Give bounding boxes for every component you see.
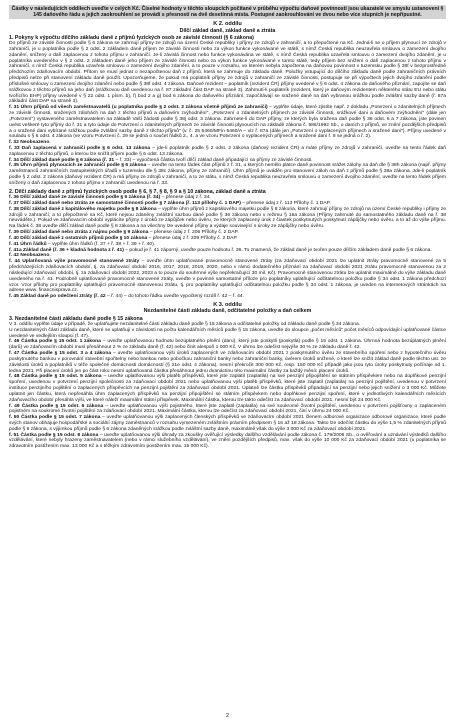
- section-2-title: K 2. oddílu: [213, 21, 242, 28]
- paragraph: f. 34 Dílčí základ daně podle § 6 zákona (ř. 31 – ř. 33) – vypočtená částka tvoří dílčí základ daně připadající na příjmy ze závislé činnosti.: [9, 157, 313, 163]
- paragraph: f. 44 Uplatňovaná výše pravomocně stanovené ztráty – uveďte úhrn uplatňované pravomocně stanovené ztráty (za zdaňovací období 2021 lze uplatnit ztráty pravomocně stanovené za 5 předcházejících zdaňovacích období, tj. za zdaňovací období 2016, 2017, 2018, 2019, 2020, nebo v rámci dodatečného přiznání za zdaňovací období 2021 ztrátu pravomocně stanovenou za 2 následující zdaňovací období, tj. za zdaňovací období 2022, 2023 a to pouze do souhrnné výše nepřekračující 30 mil. Kč). Pravomocně stanovenou ztrátu lze uplatnit maximálně do výše základu daně uvedeného na ř. 41. Podrobně uplatňované pravomocně stanovené ztráty, uveďte v povinné samostatné příloze pro poplatníky uplatňující odčitatelnou položku podle § 34 odst. 1 zákona předchozí vzor. Vzor přílohy pro poplatníky uplatňující pravomocně stanovenou ztrátu, tj. pro poplatníky uplatňující odčitatelnou položku podle § 34 odst. 1 zákona, je uveden na internetových stránkách na adrese www. financnisprava.cz.: [9, 259, 446, 294]
- paragraph: f. 51 Částka podle § 15 odst. 8 zákona – uveďte uplatňovanou výši úhrady za zkoušky ověřující výsledky dalšího vzdělávání podle zákona č. 179/2006 Sb., o ověřování a uznávání výsledků dalšího vzdělávání, které nebyly hrazeny zaměstnavatelem (nebo v rámci služebního vzdělávání), ve znění pozdějších předpisů, max. však do výše 10 000 Kč za zdaňovací období 2021 (u poplatníka se zdravotním postižením max. 13 000 Kč a s těžkým zdravotním postižením max. 15 000 Kč).: [9, 432, 447, 450]
- paragraph: f. 31 Úhrn příjmů od všech zaměstnavatelů (u poplatníka podle § 2 odst. 2 zákona včetně příjmů ze zahraničí) – vyplňte údaje, které zjistíte např. z dokladu „Potvrzení o zdanitelných příjmech ze závislé činnosti, sražených zálohách na daň z těchto příjmů a daňovém zvýhodnění", „Potvrzení o zdanitelných příjmech ze závislé činnosti, srážkové dani a daňovém zvýhodnění" (dále jen „Potvrzení") vystaveného zaměstnavatelem na základě Vaší žádosti podle § 38j odst. 3 zákona. Zahrnete-li do DAP příjmy, ze kterých byla sražena daň podle § 36 odst. 6 a 7 zákona, jste povinen uvést veškeré tyto příjmy do ř. 31 a tyto údaje do Potvrzení o zdanitelných příjmech ze závislé činnosti plynoucích na základě zákona č. 586/1992 Sb., o daních z příjmů, ve znění pozdějších předpisů a o sražené dani vybírané srážkou podle zvláštní sazby daně z těchto příjmů" (v. č. 25 5460/MFin 5460/A – viz ř. 87a (dále jen „Potvrzení o vyplacených příjmech a sražené dani"). Příjmy uvedené v souladu s § 6 odst. 4 zákona (ve vzoru Potvrzení č. 29 se jedná o součet řádků 2., 4. a ve vzoru Potvrzení o vyplacených příjmech a sražené dani ř. 8 se jedná o ř. 2).: [9, 105, 446, 140]
- paragraph: Do příjmů ze závislé činnosti podle § 6 zákona se zahrnují příjmy ze zdrojů na území České republiky i příjmy ze zdrojů v zahraničí, a to přepočtené na Kč. Jedná-li se o příjem plynoucí ze zdrojů v zahraničí, je u poplatníka podle § 2 odst. 2 základem daně příjem ze závislé činnosti nebo za výkon funkce vykonávané ve státě, s nímž Česká republika neuzavřela smlouvu o zamezení dvojího zdanění, snížený o daň zaplacenou z tohoto příjmu v zahraničí. Je-li závislá činnost nebo funkce vykonávána ve státě, s nímž Česká republika uzavřela smlouvu o zamezení dvojího zdanění, je u poplatníka uvedeného v § 2 odst. 2 základem daně jeho příjem ze závislé činnosti nebo za výkon funkce vykonávané v tomto státě, tedy příjem bez snížení o daň zaplacenou z tohoto příjmu v zahraničí, s nímž Česká republika uzavřela smlouvu o zamezení dvojího zdanění, a to pouze v rozsahu, ve kterém nebyla započtena na daňovou povinnost v tuzemsku podle § 38f v bezprostředně předchozím zdaňovacím období. Přitom se musí jednat o nezapočtenou daň z příjmů, která se zahrnuje do základu daně. Položky vstupující do dílčího základu daně podle zahraničních právních předpisů nelze při stanovení základu daně použít. Upozorňujeme, že pokud má poplatník příjmy ze zdrojů v zahraničí ze závislé činnosti, postupuje se při výpočtech jejich dvojího zdanění podle příslušné smlouvy o zamezení dvojího zdanění nebo podle § 38f odst. 4 zákona. Daňové rezident – poplatník (rezident ČR) příjmy uvedené v § 6 odst. 4 zákona do daňového přiznání, zapojíte se daň srážkovou z těchto příjmů na jeho daň (srážkovou daň uvedenou na ř. 87 základní část DAP na straně 3). Zahrnutí-li poplatník (rezident, který je daňovým rezidentem některého státu EU nebo státu tvořícího EHP) příjmy uvedené v § 22 odst. 1 písm. b), f) bod 2 a g) bod 6 zákona do daňového přiznání, započítávají se sražené daně na daň vybranou srážkou podle zvláštní sazby daně (ř. 87a základní část DAP na straně 3).: [9, 41, 446, 105]
- paragraph: f. 50 Částka podle § 15 odst. 7 zákona – uveďte uplatňovanou výši zaplacených členských příspěvků ve zdaňovacím období 2021 členem odborové organizace odborové organizace, které podle svých stanov obhajuje hospodářské a sociální zájmy zaměstnanců v rozsahu vymezeném zvláštním právním předpisem § 16 až 18 zákona. Takto lze odečíst částku do výše 1,5 % zdanitelných příjmů podle § 6 zákona, s výjimkou příjmů podle § 6 zákona zdaněných srážkou podle zvláštní sazby daně, maximálně však do výše 3 000 Kč za zdaňovací období 2021.: [9, 415, 446, 432]
- paragraph: U nezdanitelných částí základu daně, které se uplatňují v závislosti na počtu kalendářních měsíců podle § 15 zákona, uveďte do sloupce „počet měsíců" počet měsíců odpovídající uplatňované částce uvedené ve vedlejším sloupci (f. 47).: [9, 327, 446, 339]
- section-2-subtitle: Dílčí základ daně, základ daně a ztráta: [179, 27, 276, 34]
- paragraph: f. 39 Dílčí základ daně nebo ztráta z nájmu podle § 9 zákona – přenese údaj z ř. 206 Přílohy č. 2 DAP.: [9, 230, 239, 236]
- section-3-title: K 3. oddílu: [213, 302, 242, 308]
- paragraph: f. 40 Dílčí základ daně z ostatních příjmů podle § 10 zákona – přenese údaj z ř. 209 Přílohy č. 2 DAP.: [9, 235, 238, 241]
- paragraph: f. 37 Dílčí základ daně nebo ztráta ze samostatné činnosti podle § 7 zákona (ř. 113 přílohy č. 1 DAP) – přenese údaj z ř. 113 Přílohy č. 1 DAP.: [9, 200, 331, 206]
- paragraph: f. 35 Úhrn příjmů plynoucích ze zahraničí podle § 6 zákona – uveďte na tento řádek část příjmů z ř. 31, u kterých nemělo platce daně povinnost srážet zálohy na daň dle § 38h zákona (např. příjmy zaměstnanců zahraničních zastupitelských úřadů v tuzemsku dle § 38c zákona, příjmy ze zahraničí). Úhrn příjmů je uváděn pro stanovení záloh na daň z příjmů podle § 38a zákona. Jde-li poplatník podle § 2 odst. 2 zákona (daňový rezident ČR) a má příjmy ze zdrojů v zahraničí, a to ze státu, s nímž Česká republika neuzavřela smlouvu o zamezení dvojího zdanění, uveďte na tento řádek příjem snížený o daň zaplacenou z tohoto příjmu v zahraničí uvedenou na ř. 33.: [9, 163, 447, 186]
- section-2-heading: 1. Pokyny k výpočtu dílčího základu daně z příjmů fyzických osob ze závislé činnosti (§ 6 zákona): [9, 34, 254, 41]
- paragraph: f. 36 Dílčí základ daně ze závislé činnosti podle § 6 zákona (ř. 34) – přenese údaj z ř. 34.: [9, 195, 211, 201]
- rounding-note: Částky v následujících oddílech uveďte v celých Kč. Číselné hodnoty v těchto sloupcích počítané v průběhu výpočtu daňové povinnosti jsou ukazatelé ve smyslu ustanovení § 145 daňového řádu a jejich zaokrouhlení se provádí s přesností na dvě desetinná místa. Postupné zaokrouhlování ve dvou nebo více stupních je nepřípustné.: [9, 5, 446, 19]
- paragraph: f. 41 Úhrn řádků – vyplňte úhrn řádků (ř. 37 + ř. 38 + ř. 39 + ř. 40).: [9, 241, 156, 247]
- section-3-subtitle: Nezdanitelné části základu daně, odčitatelné položky a daň celkem: [143, 308, 312, 315]
- paragraph: V 3. oddílu vyplňte údaje v případě, že uplatňujete nezdanitelné části základu daně podle § 15 zákona a odčitatelné položky od základu daně podle § 34 zákona.: [9, 321, 361, 327]
- section-2b-heading: 2. Dílčí základy daně z příjmů fyzických osob podle § 6, § 7, § 8, § 9 a § 10 zákona, základ daně a ztráta: [9, 188, 266, 195]
- paragraph: f. 46 Částka podle § 15 odst. 1 zákona – uveďte uplatňovanou hodnotu bezúplatného plnění (daru), který jste poskytli (poskytla) podle § 15 odst. 1 zákona. Úhrnná hodnota bezúplatných plnění (darů) ve zdaňovacím období musí přesáhnout 2 % ze základu daně (ř. 42) nebo činit alespoň 1 000 Kč. V úhrnu lze odečíst nejvýše 30 % ze základu daně ř. 42.: [9, 339, 447, 351]
- paragraph: f. 41a Základ daně (ř. 36 + kladná hodnota z ř. 41) – pokud je ř. 41 záporný, uveďte pouze hodnotu ř. 36. To znamená, že základ daně je tvořen pouze dílčím základem daně podle § 6 zákona.: [9, 247, 432, 253]
- paragraph: f. 38 Dílčí základ daně z kapitálového majetku podle § 8 zákona – vyplňte úhrn příjmů z kapitálového majetku podle § 8 zákona, které zahrnují příjmy ze zdrojů na území České republiky i příjmy ze zdrojů v zahraničí, a to přepočtené na Kč, které nejsou zdaněny zvláštní sazbou daně podle § 36 zákona nebo v režimu § 16a zákona (Příjmy zahrnuté do samostatného základu daně na ř. 38 neuváděte.). Pokud ve zdaňovacím období vyplácíte příjmy z úroků ze zápůjček nebo úvěru, ze kterých zaplacený úrok z čiastek poskytnutých poskytnutí zápůjčky nebo úvěru, a to až do výše příjmu. Na řádek č. 38 uveďte dílčí základ daně podle § 8 zákona a na všechny lze uvedené příjmy a výdaje související s úroky ze zápůjčky nebo úvěru.: [9, 206, 447, 230]
- paragraph: f. 42 Neobsazeno.: [9, 253, 51, 259]
- paragraph: f. 47 Částka podle § 15 odst. 3 a 4 zákona – uveďte uplatňovanou výši úroků zaplacených ve zdaňovacím období 2021 z poskytnutého úvěru ze stavebního spoření nebo z hypotečního úvěru poskytnutého bankou v porovnání stavební spořitelny nebo bankou nebo pobočkou zahraniční banky nebo zahraniční banky, úvěrem úroků snížené, o které lze snížit základ daně podle těchto ust. ze závislosti úroků a poplatníků v téže společné domácnosti domácností (§ 21e odst. 4 zákona), nesmí překročit 300 000 Kč, resp. 150 000 Kč případě jako jsou tyto úroky poskytnuty počínaje od 1. ledna 2021. Při placení úroků jen po část roku nesmí uplatňovaná částka přesáhnout jednu dvanáctinu této maximální částky za každý měsíc placení úroků.: [9, 351, 446, 374]
- paragraph: f. 49 Částka podle § 15 odst. 6 zákona – uveďte uplatňovanou výši pojistného, které jste zaplatil (zaplatila) na své soukromé životní pojištění, uvedenou v potvrzení pojišťovny o zaplaceném pojistném na soukromé životní pojištění za zdaňovací období 2021. Maximální částka, kterou lze odečíst za zdaňovací období 2021, činí v úhrnu 24 000 Kč.: [9, 403, 446, 415]
- paragraph: f. 45 Základ daně po odečtení ztráty (ř. 42 – ř. 44) – do tohoto řádku uveďte vypočtený rozdíl ř. 42 – ř. 44.: [9, 294, 244, 300]
- paragraph: f. 48 Částka podle § 15 odst. 5 zákona – uveďte uplatňovanou výši platěb příspěvků, které jste zaplatil (zaplatila) na své penzijní připojištění se státním příspěvkem nebo na doplňkové penzijní spoření, uvedenou v potvrzení penzijní společnosti za zdaňovací období 2021 nebo uplatňovanou výši platěb příspěvků, které jste zaplatil (zaplatila) na penzijní pojištění, uvedenou v potvrzení instituce penzijního pojištění o zaplacených příspěvcích na penzijní pojištění za zdaňovací období 2021. Úplatně lze částku příspěvků připadající na penzijní nebo jejich snížení o 3 000 Kč. Můžete uplatnit jen částku, která nepřesáhla úhrn zaplacených příspěvků na penzijní připojištění se státním příspěvkem nebo doplňkové penzijní spoření, které v jednotlivých kalendářních měsících zdaňovacího období přesáhla výši, ve které náleží maximální státní příspěvek. Maximální částka, kterou lze takto odečíst za zdaňovací období 2021, nesmí být 24 000 Kč.: [9, 374, 446, 403]
- page-number: 2: [225, 713, 230, 719]
- section-3-heading: 3. Nezdanitelné části základu daně podle § 15 zákona: [9, 315, 143, 322]
- paragraph: f. 32 Neobsazeno.: [9, 140, 51, 146]
- paragraph: f. 33 Daň zaplacená v zahraničí podle § 6 odst. 13 zákona – jde-li poplatník podle § 2 odst. 2 zákona (daňový rezident ČR) a máte příjmy ze zdrojů v zahraničí, uveďte na tento řádek daň zaplacenou z těchto příjmů, o kterou lze snížit příjem podle § 6 odst. 13 zákona.: [9, 146, 446, 157]
